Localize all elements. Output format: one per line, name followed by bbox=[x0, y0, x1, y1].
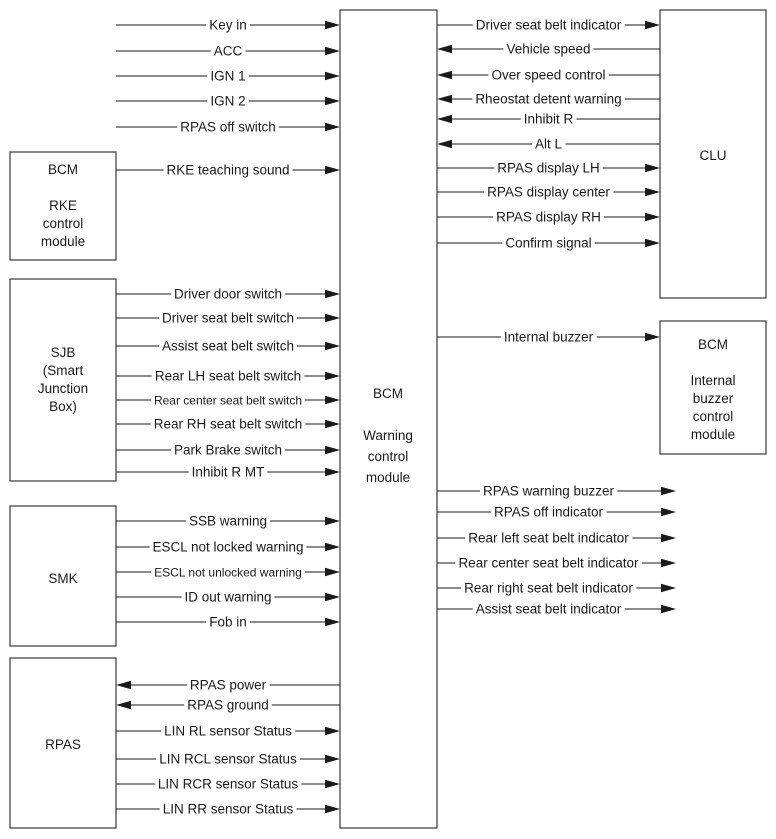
arrowhead bbox=[661, 584, 676, 592]
smk-title bbox=[48, 571, 77, 586]
arrowhead bbox=[645, 239, 660, 247]
signal-label: LIN RCL sensor Status bbox=[159, 751, 297, 767]
signal-label: LIN RR sensor Status bbox=[162, 801, 294, 817]
arrowhead bbox=[325, 755, 340, 763]
signal-label: ESCL not unlocked warning bbox=[154, 565, 302, 580]
arrowhead bbox=[325, 468, 340, 476]
arrowhead bbox=[661, 605, 676, 613]
arrowhead bbox=[645, 213, 660, 221]
bcm-warning-control-module-box bbox=[340, 10, 437, 828]
arrowhead bbox=[645, 333, 660, 341]
arrowhead bbox=[325, 780, 340, 788]
arrowhead bbox=[325, 21, 340, 29]
arrowhead bbox=[437, 71, 452, 79]
signal-label: SSB warning bbox=[188, 513, 268, 529]
arrowhead bbox=[325, 72, 340, 80]
sjb-box bbox=[10, 279, 116, 481]
signal-vehicle-speed bbox=[437, 41, 660, 58]
arrowhead bbox=[325, 372, 340, 380]
signal-lin-rr-sensor-status bbox=[116, 801, 340, 818]
signal-fob-in bbox=[116, 614, 340, 631]
signal-label: ID out warning bbox=[184, 589, 272, 605]
title-line: Junction bbox=[37, 381, 89, 396]
signal-inhibit-r bbox=[437, 111, 660, 128]
title-line: control bbox=[692, 409, 734, 424]
signal-driver-seat-belt-switch bbox=[116, 310, 340, 327]
arrowhead bbox=[325, 446, 340, 454]
arrowhead bbox=[325, 342, 340, 350]
arrowhead bbox=[116, 681, 131, 689]
signal-label: Key in bbox=[209, 17, 247, 33]
signal-driver-door-switch bbox=[116, 286, 340, 303]
signal-rear-lh-seat-belt-switch bbox=[116, 368, 340, 385]
signal-ssb-warning bbox=[116, 513, 340, 530]
signal-rpas-display-center bbox=[437, 184, 660, 201]
arrowhead bbox=[325, 517, 340, 525]
signal-rpas-off-indicator bbox=[437, 504, 676, 521]
title-line: BCM bbox=[48, 162, 78, 177]
arrowhead bbox=[325, 593, 340, 601]
arrowhead bbox=[325, 166, 340, 174]
signal-escl-not-unlocked-warning bbox=[116, 565, 340, 581]
signal-label: Confirm signal bbox=[505, 235, 592, 251]
signal-label: RPAS display LH bbox=[497, 160, 600, 176]
title-line: Internal bbox=[690, 373, 736, 388]
signal-escl-not-locked-warning bbox=[116, 539, 340, 556]
title-line: SJB bbox=[50, 345, 76, 360]
signal-rpas-off-switch bbox=[116, 119, 340, 136]
rpas-title bbox=[45, 737, 81, 752]
signal-label: IGN 1 bbox=[210, 68, 246, 84]
signal-rear-rh-seat-belt-switch bbox=[116, 416, 340, 433]
signal-rheostat-detent-warning bbox=[437, 91, 660, 108]
arrowhead bbox=[325, 314, 340, 322]
title-line: RPAS bbox=[45, 737, 81, 752]
signal-label: RPAS off switch bbox=[180, 119, 276, 135]
signal-label: Fob in bbox=[209, 614, 247, 630]
title-line: RKE bbox=[49, 198, 77, 213]
signal-label: RPAS power bbox=[189, 677, 267, 693]
signal-label: Park Brake switch bbox=[173, 442, 283, 458]
signal-label: Inhibit R bbox=[523, 111, 574, 127]
arrowhead bbox=[325, 396, 340, 404]
signal-label: ACC bbox=[213, 43, 243, 59]
signal-assist-seat-belt-indicator bbox=[437, 601, 676, 618]
signal-lin-rcr-sensor-status bbox=[116, 776, 340, 793]
title-line: CLU bbox=[699, 148, 727, 163]
signal-rear-right-seat-belt-indicator bbox=[437, 580, 676, 597]
signal-lin-rl-sensor-status bbox=[116, 723, 340, 740]
arrowhead bbox=[661, 508, 676, 516]
arrowhead bbox=[437, 140, 452, 148]
arrowhead bbox=[645, 164, 660, 172]
signal-rear-center-seat-belt-indicator bbox=[437, 555, 676, 572]
signal-label: Internal buzzer bbox=[503, 329, 594, 345]
arrowhead bbox=[437, 45, 452, 53]
signal-inhibit-r-mt bbox=[116, 464, 340, 481]
title-line: control bbox=[367, 449, 409, 464]
signal-label: RPAS display center bbox=[487, 184, 610, 200]
signal-rpas-power bbox=[116, 677, 340, 694]
title-line: Box) bbox=[49, 399, 77, 414]
title-line: Warning bbox=[363, 428, 413, 443]
signal-label: Alt L bbox=[534, 136, 563, 152]
signal-label: Assist seat belt indicator bbox=[475, 601, 622, 617]
title-line: module bbox=[690, 427, 736, 442]
signal-ign-1 bbox=[116, 68, 340, 85]
title-line: BCM bbox=[373, 386, 403, 401]
arrowhead bbox=[325, 805, 340, 813]
signal-key-in bbox=[116, 17, 340, 34]
signal-label: Rear LH seat belt switch bbox=[154, 368, 302, 384]
signal-rpas-ground bbox=[116, 697, 340, 714]
signal-internal-buzzer bbox=[437, 329, 660, 346]
arrowhead bbox=[325, 618, 340, 626]
arrowhead bbox=[325, 47, 340, 55]
arrowhead bbox=[437, 95, 452, 103]
signal-rear-left-seat-belt-indicator bbox=[437, 530, 676, 547]
signal-label: Inhibit R MT bbox=[191, 464, 265, 480]
signal-label: RPAS ground bbox=[187, 697, 269, 713]
arrowhead bbox=[645, 188, 660, 196]
signal-label: LIN RCR sensor Status bbox=[157, 776, 299, 792]
signal-label: Rear right seat belt indicator bbox=[464, 580, 633, 596]
signal-label: RKE teaching sound bbox=[166, 162, 290, 178]
signal-label: RPAS display RH bbox=[496, 209, 601, 225]
signal-label: LIN RL sensor Status bbox=[164, 723, 292, 739]
title-line: BCM bbox=[698, 337, 728, 352]
arrowhead bbox=[325, 97, 340, 105]
arrowhead bbox=[325, 543, 340, 551]
signal-confirm-signal bbox=[437, 235, 660, 252]
title-line: control bbox=[42, 216, 84, 231]
arrowhead bbox=[325, 420, 340, 428]
signal-label: Vehicle speed bbox=[506, 41, 591, 57]
title-line: SMK bbox=[48, 571, 78, 586]
arrowhead bbox=[645, 21, 660, 29]
title-line: module bbox=[40, 234, 86, 249]
title-line: module bbox=[365, 470, 411, 485]
signal-label: Rheostat detent warning bbox=[475, 91, 622, 107]
title-line: (Smart bbox=[42, 363, 84, 378]
signal-label: Driver seat belt switch bbox=[161, 310, 295, 326]
signal-label: RPAS warning buzzer bbox=[482, 483, 615, 499]
signal-rpas-display-rh bbox=[437, 209, 660, 226]
signal-rpas-warning-buzzer bbox=[437, 483, 676, 500]
arrowhead bbox=[661, 534, 676, 542]
clu-title bbox=[699, 148, 726, 163]
signal-label: Rear left seat belt indicator bbox=[468, 530, 629, 546]
signal-rear-center-seat-belt-switch bbox=[116, 393, 340, 409]
arrowhead bbox=[661, 559, 676, 567]
signal-driver-seat-belt-indicator bbox=[437, 17, 660, 34]
signal-label: ESCL not locked warning bbox=[152, 539, 304, 555]
signal-label: Rear RH seat belt switch bbox=[153, 416, 303, 432]
signal-id-out-warning bbox=[116, 589, 340, 606]
signal-label: Assist seat belt switch bbox=[161, 338, 295, 354]
signal-rke-teaching-sound bbox=[116, 162, 340, 179]
arrowhead bbox=[325, 568, 340, 576]
signal-label: IGN 2 bbox=[210, 93, 246, 109]
arrowhead bbox=[325, 123, 340, 131]
signal-label: Rear center seat belt indicator bbox=[458, 555, 639, 571]
title-line: buzzer bbox=[692, 391, 734, 406]
arrowhead bbox=[325, 290, 340, 298]
signal-alt-l bbox=[437, 136, 660, 153]
signal-over-speed-control bbox=[437, 67, 660, 84]
signal-label: Over speed control bbox=[491, 67, 606, 83]
arrowhead bbox=[437, 115, 452, 123]
signal-assist-seat-belt-switch bbox=[116, 338, 340, 355]
signal-label: RPAS off indicator bbox=[493, 504, 604, 520]
signal-label: Driver seat belt indicator bbox=[475, 17, 622, 33]
signal-acc bbox=[116, 43, 340, 60]
arrowhead bbox=[116, 701, 131, 709]
signal-label: Rear center seat belt switch bbox=[153, 393, 303, 408]
arrowhead bbox=[325, 727, 340, 735]
signal-park-brake-switch bbox=[116, 442, 340, 459]
signal-ign-2 bbox=[116, 93, 340, 110]
signal-lin-rcl-sensor-status bbox=[116, 751, 340, 768]
signal-label: Driver door switch bbox=[173, 286, 283, 302]
signal-rpas-display-lh bbox=[437, 160, 660, 177]
arrowhead bbox=[661, 487, 676, 495]
